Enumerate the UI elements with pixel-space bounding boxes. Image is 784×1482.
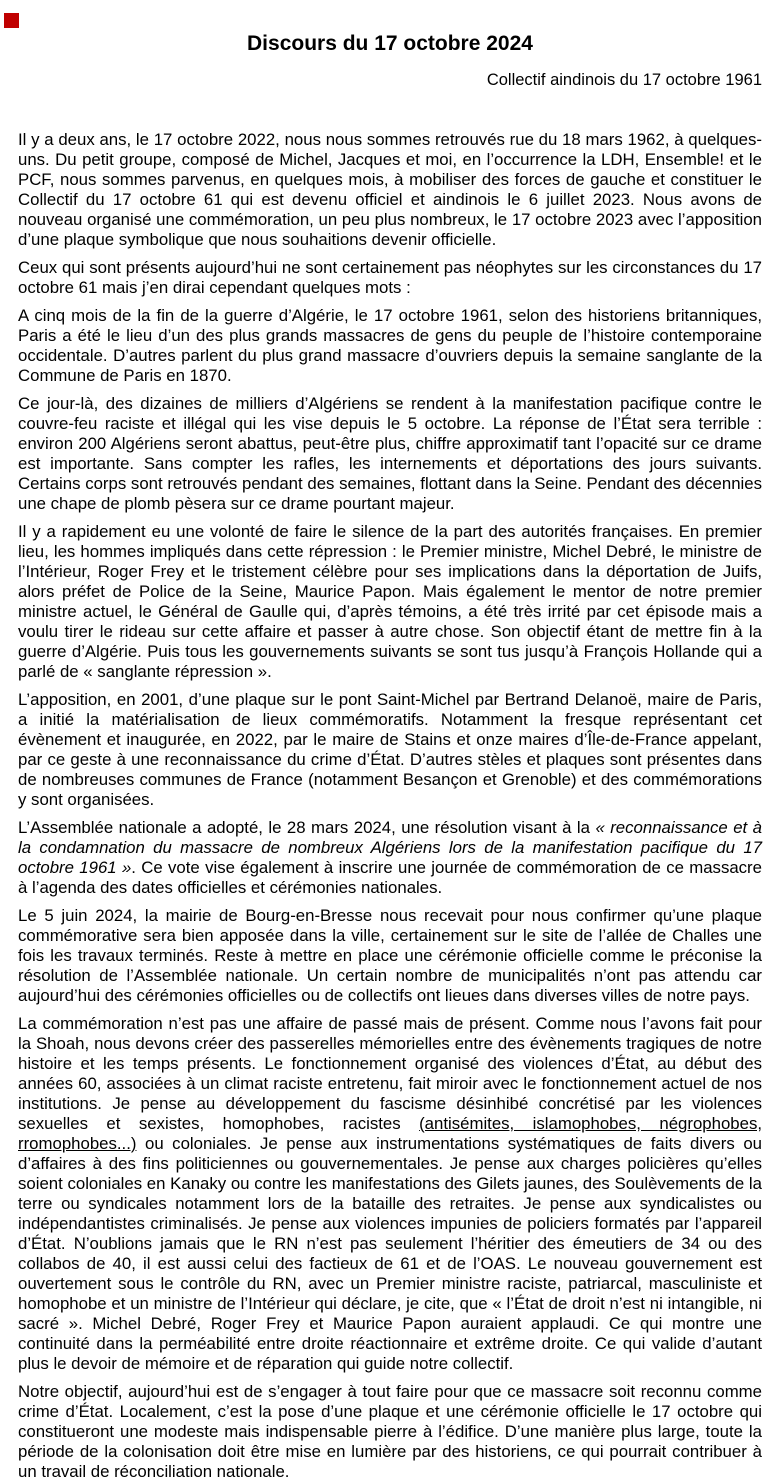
paragraph	[18, 690, 762, 810]
text-run: La commémoration n’est pas une affaire de passé mais de présent. Comme nous l’avons fait pour la Shoah, nous devons créer des passerelles mémorielles entre des évènements tragiques de notre histoire et les temps présents. Le fonctionnement organisé des violences d’État, au début des années 60, associées à un climat raciste entretenu, fait miroir avec le fonctionnement actuel de nos institutions. Je pense au développement du fascisme désinhibé concrétisé par les violences sexuelles et sexistes, homophobes, racistes	[18, 1014, 762, 1133]
paragraph	[18, 130, 762, 250]
red-marker	[4, 13, 19, 28]
text-run: . Ce vote vise également à inscrire une journée de commémoration de ce massacre à l’agenda des dates officielles et cérémonies nationales.	[18, 858, 762, 897]
text-run: Il y a deux ans, le 17 octobre 2022, nous nous sommes retrouvés rue du 18 mars 1962, à quelques-uns. Du petit groupe, composé de Michel, Jacques et moi, en l’occurrence la LDH, Ensemble! et le PCF, nous sommes parvenus, en quelques mois, à mobiliser des forces de gauche et constituer le Collectif du 17 octobre 61 qui est devenu officiel et aindinois le 6 juillet 2023. Nous avons de nouveau organisé une commémoration, un peu plus nombreux, le 17 octobre 2023 avec l’apposition d’une plaque symbolique que nous souhaitions devenir officielle.	[18, 130, 762, 249]
italic-quote: « reconnaissance et à la condamnation du massacre de nombreux Algériens lors de la manifestation pacifique du 17 octobre 1961 »	[18, 818, 762, 877]
text-run: L’apposition, en 2001, d’une plaque sur le pont Saint-Michel par Bertrand Delanoë, maire de Paris, a initié la matérialisation de lieux commémoratifs. Notamment la fresque représentant cet évènement et inaugurée, en 2022, par le maire de Stains et onze maires d’Île-de-France appelant, par ce geste à une reconnaissance du crime d’État. D’autres stèles et plaques sont présentes dans de nombreuses communes de France (notamment Besançon et Grenoble) et des commémorations y sont organisées.	[18, 690, 762, 809]
document-subtitle: Collectif aindinois du 17 octobre 1961	[486, 71, 762, 89]
text-run: Notre objectif, aujourd’hui est de s’engager à tout faire pour que ce massacre soit reconnu comme crime d’État. Localement, c’est la pose d’une plaque et une cérémonie officielle le 17 octobre qui constitueront une modeste mais indispensable pierre à l’édifice. D’une manière plus large, toute la période de la colonisation doit être mise en lumière par des historiens, ce qui pourrait contribuer à un travail de réconciliation nationale.	[18, 1382, 762, 1481]
document-body	[18, 130, 762, 1482]
text-run: L’Assemblée nationale a adopté, le 28 mars 2024, une résolution visant à la	[18, 818, 596, 837]
paragraph	[18, 1014, 762, 1374]
paragraph	[18, 818, 762, 898]
text-run: Il y a rapidement eu une volonté de faire le silence de la part des autorités françaises. En premier lieu, les hommes impliqués dans cette répression : le Premier ministre, Michel Debré, le ministre de l’Intérieur, Roger Frey et le tristement célèbre pour ses implications dans la déportation de Juifs, alors préfet de Police de la Seine, Maurice Papon. Mais également le mentor de notre premier ministre actuel, le Général de Gaulle qui, d’après témoins, a été très irrité par cet épisode mais a voulu tirer le rideau sur cette affaire et passer à autre chose. Son objectif étant de mettre fin à la guerre d’Algérie. Puis tous les gouvernements suivants se sont tus jusqu’à François Hollande qui a parlé de « sanglante répression ».	[18, 522, 762, 681]
underlined-phrase: (antisémites, islamophobes, négrophobes, rromophobes...)	[18, 1114, 763, 1153]
paragraph	[18, 306, 762, 386]
paragraph	[18, 394, 762, 514]
paragraph	[18, 258, 762, 298]
paragraph	[18, 906, 762, 1006]
paragraph	[18, 522, 762, 682]
paragraph	[18, 1382, 762, 1482]
text-run: ou coloniales. Je pense aux instrumentations systématiques de faits divers ou d’affaires à des fins politiciennes ou gouvernementales. Je pense aux charges policières qu’elles soient coloniales en Kanaky ou contre les manifestations des Gilets jaunes, des Soulèvements de la terre ou syndicales notamment lors de la bataille des retraites. Je pense aux syndicalistes ou indépendantistes criminalisés. Je pense aux violences impunies de policiers formatés par l’appareil d’État. N’oublions jamais que le RN n’est pas seulement l’héritier des émeutiers de 34 ou des collabos de 40, il est aussi celui des factieux de 61 et de l’OAS. Le nouveau gouvernement est ouvertement sous le contrôle du RN, avec un Premier ministre raciste, patriarcal, masculiniste et homophobe et un ministre de l’Intérieur qui déclare, je cite, que « l’État de droit n’est ni intangible, ni sacré ». Michel Debré, Roger Frey et Maurice Papon auraient applaudi. Ce qui montre une continuité dans la perméabilité entre droite réactionnaire et extrême droite. Ce qui valide d’autant plus le devoir de mémoire et de réparation qui guide notre collectif.	[18, 1134, 762, 1373]
text-run: A cinq mois de la fin de la guerre d’Algérie, le 17 octobre 1961, selon des historiens britanniques, Paris a été le lieu d’un des plus grands massacres de gens du peuple de l’histoire contemporaine occidentale. D’autres parlent du plus grand massacre d’ouvriers depuis la semaine sanglante de la Commune de Paris en 1870.	[18, 306, 762, 385]
text-run: Ceux qui sont présents aujourd’hui ne sont certainement pas néophytes sur les circonstances du 17 octobre 61 mais j’en dirai cependant quelques mots :	[18, 258, 762, 297]
text-run: Ce jour-là, des dizaines de milliers d’Algériens se rendent à la manifestation pacifique contre le couvre-feu raciste et illégal qui les vise depuis le 5 octobre. La réponse de l’État sera terrible : environ 200 Algériens seront abattus, peut-être plus, chiffre approximatif tant l’opacité sur ce drame est importante. Sans compter les rafles, les internements et déportations des jours suivants. Certains corps sont retrouvés pendant des semaines, flottant dans la Seine. Pendant des décennies une chape de plomb pèsera sur ce drame pourtant majeur.	[18, 394, 762, 513]
document-title: Discours du 17 octobre 2024	[247, 32, 533, 55]
text-run: Le 5 juin 2024, la mairie de Bourg-en-Bresse nous recevait pour nous confirmer qu’une plaque commémorative sera bien apposée dans la ville, certainement sur le site de l’allée de Challes une fois les travaux terminés. Reste à mettre en place une cérémonie officielle comme le préconise la résolution de l’Assemblée nationale. Un certain nombre de municipalités n’ont pas attendu car aujourd’hui des cérémonies officielles ou de collectifs ont lieues dans diverses villes de notre pays.	[18, 906, 762, 1005]
